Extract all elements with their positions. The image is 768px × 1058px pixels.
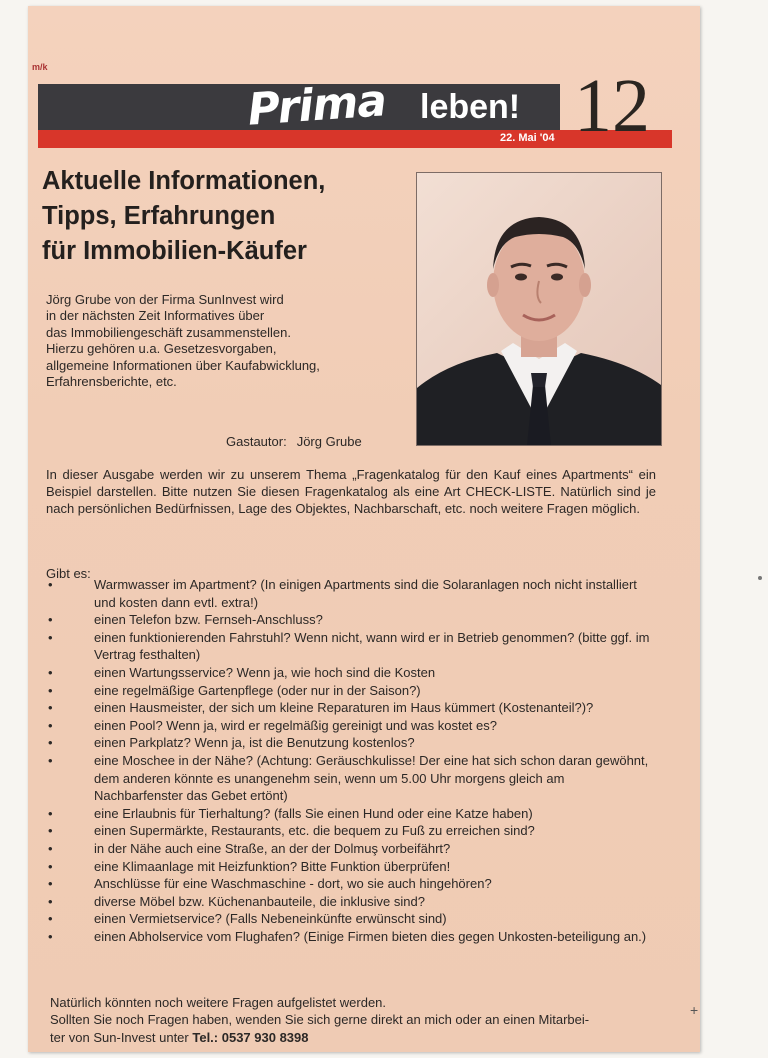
list-item: • einen Hausmeister, der sich um kleine Reparaturen im Haus kümmert (Kostenanteil?)? bbox=[46, 699, 654, 717]
guest-author-label: Gastautor: bbox=[226, 434, 287, 449]
guest-author-name: Jörg Grube bbox=[296, 434, 362, 449]
closing-text bbox=[50, 994, 690, 1046]
intro-line: das Immobiliengeschäft zusammenstellen. bbox=[46, 324, 291, 340]
list-item: • einen Wartungsservice? Wenn ja, wie hoch sind die Kosten bbox=[46, 664, 654, 682]
article-paragraph: In dieser Ausgabe werden wir zu unserem Thema „Fragenkatalog für den Kauf eines Apartments“ ein Beispiel darstellen. Bitte nutzen Sie diesen Fragenkatalog als eine Art CHECK-LISTE. Natürlich sind je nach persönlichen Bedürfnissen, Lage des Objektes, Nachbarschaft, etc. noch weitere Fragen möglich. bbox=[46, 467, 656, 517]
list-item: • einen Telefon bzw. Fernseh-Anschluss? bbox=[46, 611, 654, 629]
headline-line-1: Aktuelle Informationen, bbox=[42, 167, 326, 195]
list-item: • eine Moschee in der Nähe? (Achtung: Geräuschkulisse! Der eine hat sich schon daran gewöhnt, dem anderen könnte es unangenehm sein, wenn um 5.00 Uhr morgens gleich am Nachbarfenster das Gebet ertönt) bbox=[46, 752, 654, 805]
intro-line: in der nächsten Zeit Informatives über bbox=[46, 308, 265, 324]
list-item: • einen Pool? Wenn ja, wird er regelmäßig gereinigt und was kostet es? bbox=[46, 717, 654, 735]
list-item: • einen funktionierenden Fahrstuhl? Wenn nicht, wann wird er in Betrieb genommen? (bitte ggf. im Vertrag festhalten) bbox=[46, 629, 654, 664]
guest-author bbox=[226, 434, 372, 449]
intro-line: Jörg Grube von der Firma SunInvest wird bbox=[46, 292, 284, 307]
masthead-logo-prima: Prima bbox=[246, 75, 388, 136]
closing-line-3 bbox=[50, 1029, 690, 1046]
closing-line-3-prefix: ter von Sun-Invest unter bbox=[50, 1029, 193, 1045]
scan-speck bbox=[758, 576, 762, 580]
closing-line-1: Natürlich könnten noch weitere Fragen aufgelistet werden. bbox=[50, 995, 387, 1010]
list-item: • diverse Möbel bzw. Küchenanbauteile, die inklusive sind? bbox=[46, 893, 654, 911]
intro-line: Erfahrensberichte, etc. bbox=[46, 374, 177, 390]
article-headline bbox=[42, 164, 402, 269]
list-intro: Gibt es: bbox=[46, 566, 91, 581]
closing-line-2: Sollten Sie noch Fragen haben, wenden Sie sich gerne direkt an mich oder an einen Mitarbei- bbox=[50, 1012, 590, 1028]
list-item: • einen Supermärkte, Restaurants, etc. die bequem zu Fuß zu erreichen sind? bbox=[46, 822, 654, 840]
question-checklist bbox=[46, 576, 676, 945]
page-number: 12 bbox=[574, 64, 650, 148]
masthead-logo-leben: leben! bbox=[420, 88, 521, 126]
list-item: • eine Erlaubnis für Tierhaltung? (falls Sie einen Hund oder eine Katze haben) bbox=[46, 805, 654, 823]
contact-phone: Tel.: 0537 930 8398 bbox=[192, 1029, 309, 1045]
registration-mark: + bbox=[690, 1002, 699, 1018]
list-item: • eine regelmäßige Gartenpflege (oder nur in der Saison?) bbox=[46, 682, 654, 700]
corner-mark: m/k bbox=[32, 62, 48, 72]
headline-line-3: für Immobilien-Käufer bbox=[42, 237, 307, 265]
intro-line: Hierzu gehören u.a. Gesetzesvorgaben, bbox=[46, 341, 277, 357]
list-item: • Anschlüsse für eine Waschmaschine - dort, wo sie auch hingehören? bbox=[46, 875, 654, 893]
list-item: • eine Klimaanlage mit Heizfunktion? Bitte Funktion überprüfen! bbox=[46, 858, 654, 876]
list-item: • einen Parkplatz? Wenn ja, ist die Benutzung kostenlos? bbox=[46, 734, 654, 752]
headline-line-2: Tipps, Erfahrungen bbox=[42, 202, 276, 230]
issue-date: 22. Mai '04 bbox=[500, 132, 555, 144]
list-item: • Warmwasser im Apartment? (In einigen Apartments sind die Solaranlagen noch nicht installiert und kosten dann evtl. extra!) bbox=[46, 576, 654, 611]
list-item: • einen Abholservice vom Flughafen? (Einige Firmen bieten dies gegen Unkosten-beteiligung an.) bbox=[46, 928, 654, 946]
intro-text bbox=[46, 292, 396, 390]
portrait-illustration bbox=[417, 173, 661, 445]
intro-line: allgemeine Informationen über Kaufabwicklung, bbox=[46, 357, 320, 373]
list-item: • in der Nähe auch eine Straße, an der der Dolmuş vorbeifährt? bbox=[46, 840, 654, 858]
author-photo bbox=[416, 172, 662, 446]
list-item: • einen Vermietservice? (Falls Nebeneinkünfte erwünscht sind) bbox=[46, 910, 654, 928]
